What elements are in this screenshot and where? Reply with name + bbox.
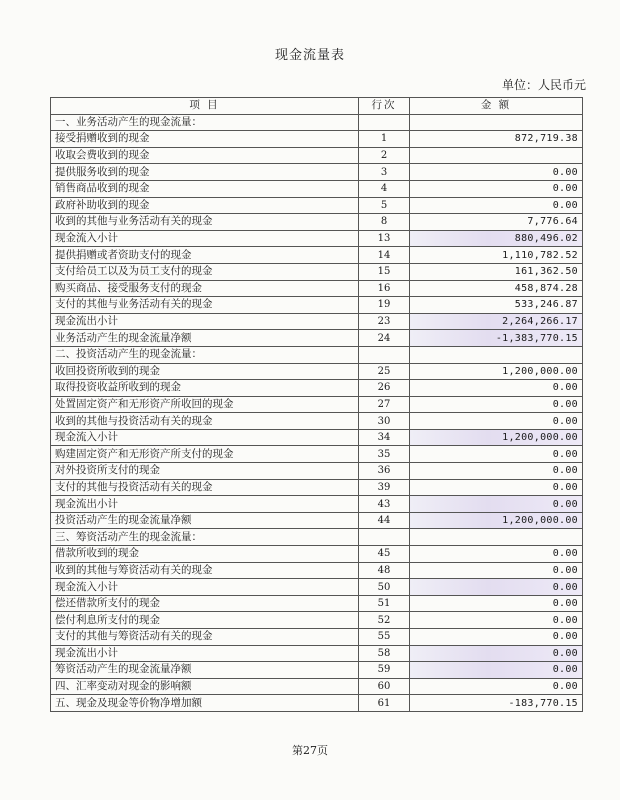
- row-line-number: 50: [359, 579, 410, 596]
- row-item-label: 五、现金及现金等价物净增加额: [51, 695, 359, 712]
- row-amount: 0.00: [410, 562, 583, 579]
- table-row: [51, 612, 583, 629]
- row-amount: 872,719.38: [410, 131, 583, 148]
- row-amount: 0.00: [410, 479, 583, 496]
- row-line-number: 36: [359, 463, 410, 480]
- row-line-number: 25: [359, 363, 410, 380]
- row-amount: 458,874.28: [410, 280, 583, 297]
- row-line-number: 39: [359, 479, 410, 496]
- row-amount: 0.00: [410, 496, 583, 513]
- row-item-label: 现金流入小计: [51, 579, 359, 596]
- row-item-label: 处置固定资产和无形资产所收回的现金: [51, 396, 359, 413]
- table-row: [51, 114, 583, 131]
- row-line-number: 43: [359, 496, 410, 513]
- row-amount: 533,246.87: [410, 297, 583, 314]
- table-row: [51, 230, 583, 247]
- row-line-number: 8: [359, 214, 410, 231]
- row-line-number: 55: [359, 629, 410, 646]
- row-line-number: 19: [359, 297, 410, 314]
- row-line-number: 34: [359, 429, 410, 446]
- row-line-number: 27: [359, 396, 410, 413]
- table-row: [51, 214, 583, 231]
- page-number: 第27页: [292, 744, 328, 757]
- row-item-label: 支付的其他与投资活动有关的现金: [51, 479, 359, 496]
- row-item-label: 二、投资活动产生的现金流量：: [51, 346, 359, 363]
- header-line: 行次: [359, 98, 410, 115]
- row-item-label: 支付给员工以及为员工支付的现金: [51, 263, 359, 280]
- table-row: [51, 562, 583, 579]
- table-row: [51, 380, 583, 397]
- table-row: [51, 346, 583, 363]
- row-line-number: 52: [359, 612, 410, 629]
- row-item-label: 现金流入小计: [51, 230, 359, 247]
- table-row: [51, 313, 583, 330]
- row-amount: 0.00: [410, 546, 583, 563]
- table-body: [51, 114, 583, 711]
- row-item-label: 一、业务活动产生的现金流量：: [51, 114, 359, 131]
- table-row: [51, 678, 583, 695]
- row-amount: 7,776.64: [410, 214, 583, 231]
- row-amount: 0.00: [410, 595, 583, 612]
- row-line-number: 58: [359, 645, 410, 662]
- row-line-number: 16: [359, 280, 410, 297]
- row-item-label: 现金流出小计: [51, 313, 359, 330]
- row-line-number: [359, 529, 410, 546]
- row-item-label: 接受捐赠收到的现金: [51, 131, 359, 148]
- table-row: [51, 297, 583, 314]
- row-amount: 0.00: [410, 197, 583, 214]
- table-row: [51, 512, 583, 529]
- row-item-label: 购买商品、接受服务支付的现金: [51, 280, 359, 297]
- table-row: [51, 496, 583, 513]
- row-line-number: 48: [359, 562, 410, 579]
- row-line-number: 45: [359, 546, 410, 563]
- row-line-number: 5: [359, 197, 410, 214]
- row-item-label: 业务活动产生的现金流量净额: [51, 330, 359, 347]
- table-row: [51, 629, 583, 646]
- row-item-label: 收到的其他与业务活动有关的现金: [51, 214, 359, 231]
- row-amount: 0.00: [410, 645, 583, 662]
- currency-unit: 单位：人民币元: [501, 78, 586, 92]
- table-row: [51, 546, 583, 563]
- table-row: [51, 131, 583, 148]
- row-line-number: [359, 346, 410, 363]
- row-amount: 0.00: [410, 380, 583, 397]
- row-line-number: 15: [359, 263, 410, 280]
- row-item-label: 支付的其他与业务活动有关的现金: [51, 297, 359, 314]
- row-amount: 0.00: [410, 413, 583, 430]
- row-item-label: 政府补助收到的现金: [51, 197, 359, 214]
- row-item-label: 收到的其他与筹资活动有关的现金: [51, 562, 359, 579]
- row-amount: 1,200,000.00: [410, 512, 583, 529]
- row-amount: 0.00: [410, 463, 583, 480]
- row-amount: 161,362.50: [410, 263, 583, 280]
- row-amount: 0.00: [410, 396, 583, 413]
- row-amount: [410, 529, 583, 546]
- table-row: [51, 330, 583, 347]
- row-amount: 1,200,000.00: [410, 363, 583, 380]
- row-amount: 0.00: [410, 446, 583, 463]
- table-row: [51, 413, 583, 430]
- table-row: [51, 645, 583, 662]
- row-item-label: 对外投资所支付的现金: [51, 463, 359, 480]
- row-line-number: 24: [359, 330, 410, 347]
- table-row: [51, 662, 583, 679]
- table-row: [51, 263, 583, 280]
- row-amount: -183,770.15: [410, 695, 583, 712]
- row-amount: [410, 114, 583, 131]
- table-row: [51, 147, 583, 164]
- row-item-label: 投资活动产生的现金流量净额: [51, 512, 359, 529]
- table-row: [51, 396, 583, 413]
- row-item-label: 支付的其他与筹资活动有关的现金: [51, 629, 359, 646]
- header-amount: 金 额: [410, 98, 583, 115]
- row-amount: 0.00: [410, 164, 583, 181]
- row-amount: 1,110,782.52: [410, 247, 583, 264]
- row-line-number: 35: [359, 446, 410, 463]
- table-row: [51, 463, 583, 480]
- row-line-number: 60: [359, 678, 410, 695]
- header-item: 项 目: [51, 98, 359, 115]
- row-item-label: 销售商品收到的现金: [51, 180, 359, 197]
- row-item-label: 提供捐赠或者资助支付的现金: [51, 247, 359, 264]
- row-amount: 0.00: [410, 579, 583, 596]
- row-amount: 880,496.02: [410, 230, 583, 247]
- row-item-label: 偿付利息所支付的现金: [51, 612, 359, 629]
- row-item-label: 现金流入小计: [51, 429, 359, 446]
- row-amount: 0.00: [410, 180, 583, 197]
- row-amount: 2,264,266.17: [410, 313, 583, 330]
- row-line-number: 1: [359, 131, 410, 148]
- table-header-row: [51, 98, 583, 115]
- table-row: [51, 164, 583, 181]
- row-item-label: 现金流出小计: [51, 496, 359, 513]
- cash-flow-table: [50, 97, 583, 712]
- row-item-label: 提供服务收到的现金: [51, 164, 359, 181]
- row-line-number: 3: [359, 164, 410, 181]
- row-line-number: 26: [359, 380, 410, 397]
- row-item-label: 四、汇率变动对现金的影响额: [51, 678, 359, 695]
- row-amount: 0.00: [410, 678, 583, 695]
- table-row: [51, 479, 583, 496]
- row-item-label: 购建固定资产和无形资产所支付的现金: [51, 446, 359, 463]
- table-row: [51, 446, 583, 463]
- row-line-number: 4: [359, 180, 410, 197]
- row-amount: 0.00: [410, 612, 583, 629]
- row-line-number: 14: [359, 247, 410, 264]
- table-row: [51, 529, 583, 546]
- row-amount: 0.00: [410, 662, 583, 679]
- row-amount: [410, 346, 583, 363]
- row-amount: 1,200,000.00: [410, 429, 583, 446]
- row-line-number: 44: [359, 512, 410, 529]
- row-item-label: 收到的其他与投资活动有关的现金: [51, 413, 359, 430]
- row-item-label: 借款所收到的现金: [51, 546, 359, 563]
- table-row: [51, 247, 583, 264]
- row-amount: 0.00: [410, 629, 583, 646]
- row-line-number: [359, 114, 410, 131]
- row-item-label: 筹资活动产生的现金流量净额: [51, 662, 359, 679]
- row-item-label: 收取会费收到的现金: [51, 147, 359, 164]
- table-row: [51, 180, 583, 197]
- row-line-number: 59: [359, 662, 410, 679]
- row-item-label: 三、筹资活动产生的现金流量：: [51, 529, 359, 546]
- table-row: [51, 695, 583, 712]
- row-line-number: 61: [359, 695, 410, 712]
- table-row: [51, 429, 583, 446]
- row-item-label: 偿还借款所支付的现金: [51, 595, 359, 612]
- table-row: [51, 579, 583, 596]
- row-amount: -1,383,770.15: [410, 330, 583, 347]
- row-item-label: 取得投资收益所收到的现金: [51, 380, 359, 397]
- table-row: [51, 595, 583, 612]
- row-line-number: 2: [359, 147, 410, 164]
- row-line-number: 23: [359, 313, 410, 330]
- page-title: 现金流量表: [274, 48, 345, 63]
- row-item-label: 现金流出小计: [51, 645, 359, 662]
- table-row: [51, 363, 583, 380]
- row-item-label: 收回投资所收到的现金: [51, 363, 359, 380]
- row-line-number: 13: [359, 230, 410, 247]
- table-row: [51, 197, 583, 214]
- row-amount: [410, 147, 583, 164]
- row-line-number: 30: [359, 413, 410, 430]
- row-line-number: 51: [359, 595, 410, 612]
- table-row: [51, 280, 583, 297]
